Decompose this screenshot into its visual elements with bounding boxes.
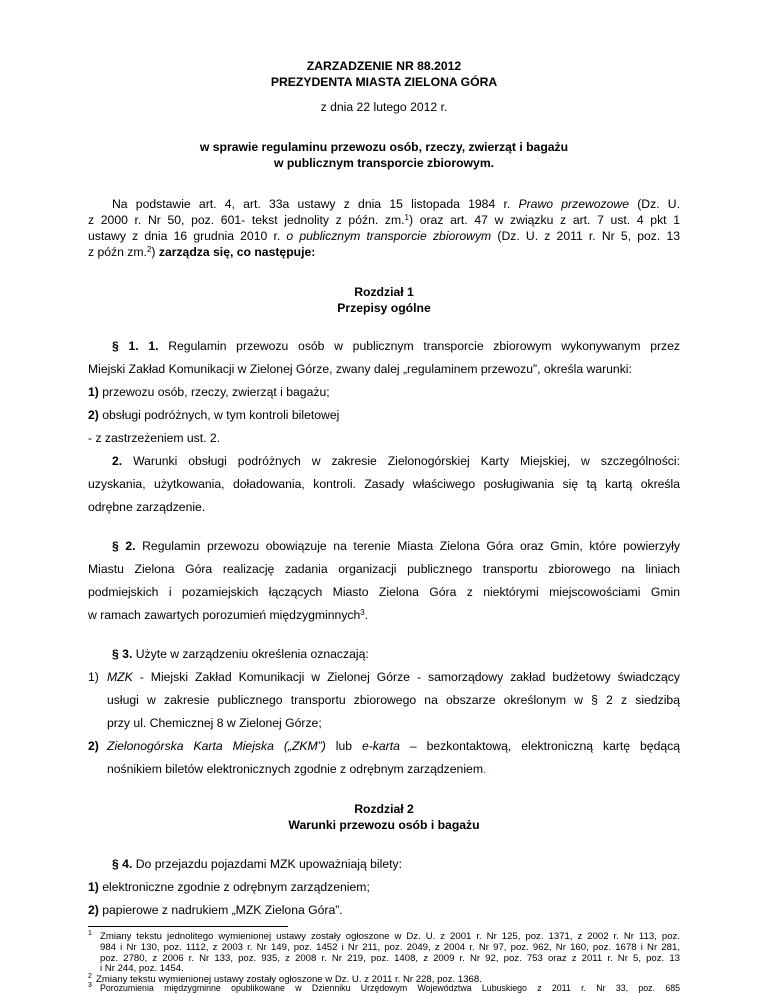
s2-line2: Miastu Zielona Góra realizację zadania organizacji publicznego transportu zbiorowego na liniach: [88, 562, 680, 576]
footnote-1-line4: i Nr 244, poz. 1454.: [100, 963, 184, 974]
footnote-1-line1: Zmiany tekstu jednolitego wymienionej ustawy zostały ogłoszone w Dz. U. z 2001 r. Nr 125, poz. 1371, z 2002 r. Nr 113, poz.: [100, 931, 680, 942]
footnote-2-text: Zmiany tekstu wymienionej ustawy zostały ogłoszone w Dz. U. z 2011 r. Nr 228, poz. 1368.: [96, 974, 482, 985]
s3-item-2-line1: Zielonogórska Karta Miejska („ZKM”) lub e-karta – bezkontaktową, elektroniczną kartę będącą: [107, 739, 680, 753]
s3-item-1-line1: MZK - Miejski Zakład Komunikacji w Zielonej Górze - samorządowy zakład budżetowy świadczący: [107, 670, 680, 684]
doc-subject-line1: w sprawie regulaminu przewozu osób, rzeczy, zwierząt i bagażu: [199, 140, 569, 154]
s1-p2-line1: 2. Warunki obsługi podróżnych w zakresie Zielonogórskiej Karty Miejskiej, w szczególności:: [112, 454, 680, 468]
s1-item-2: 2) obsługi podróżnych, w tym kontroli biletowej: [88, 408, 340, 422]
s3-item-2-number: 2): [88, 739, 99, 753]
s3-item-1-line3: przy ul. Chemicznej 8 w Zielonej Górze;: [107, 716, 322, 730]
s3-item-2-line2: nośnikiem biletów elektronicznych zgodnie z odrębnym zarządzeniem.: [107, 762, 487, 776]
s2-line1: § 2. Regulamin przewozu obowiązuje na terenie Miasta Zielona Góra oraz Gmin, które powierzyły: [112, 539, 680, 553]
doc-date: z dnia 22 lutego 2012 r.: [320, 100, 448, 114]
footnote-1-line3: poz. 2780, z 2006 r. Nr 133, poz. 935, z 2008 r. Nr 219, poz. 1408, z 2009 r. Nr 92, poz. 753 oraz z 2011 r. Nr 5, poz. 13: [100, 953, 680, 964]
doc-subject-line2: w publicznym transporcie zbiorowym.: [273, 156, 495, 170]
chapter-1-subtitle: Przepisy ogólne: [337, 301, 431, 315]
s4-item-2: 2) papierowe z nadrukiem „MZK Zielona Góra”.: [88, 903, 343, 917]
preamble-line4: z późn zm.$^2$) zarządza się, co następuje:: [88, 245, 316, 259]
footnote-2-number: 2: [88, 973, 92, 980]
chapter-2-title: Rozdział 2: [354, 802, 414, 816]
s1-item-1: 1) przewozu osób, rzeczy, zwierząt i bagażu;: [88, 385, 330, 399]
s4-item-1: 1) elektroniczne zgodnie z odrębnym zarządzeniem;: [88, 880, 370, 894]
s2-line3: podmiejskich i pozamiejskich łączących Miasto Zielona Góra z niektórymi miejscowościami Gmin: [88, 585, 680, 599]
footnote-3-number: 3: [88, 982, 92, 989]
s1-p2-line2: uzyskania, użytkowania, doładowania, kontroli. Zasady właściwego posługiwania się tą kartą określa: [88, 477, 680, 491]
s1-line1: § 1. 1. Regulamin przewozu osób w publicznym transporcie zbiorowym wykonywanym przez: [112, 339, 680, 353]
s3-item-1-number: 1): [88, 670, 99, 684]
s1-p2-line3: odrębne zarządzenie.: [88, 500, 206, 514]
s3-intro: § 3. Użyte w zarządzeniu określenia oznaczają:: [112, 647, 369, 661]
preamble-line2: z 2000 r. Nr 50, poz. 601- tekst jednolity z późn. zm.$^1$) oraz art. 47 w związku z art. 7 ust. 4 pkt 1: [88, 213, 680, 227]
footnote-3-line1: Porozumienia międzygminne opublikowane w Dzienniku Urzędowym Województwa Lubuskiego z 2011 r. Nr 33, poz. 685: [100, 983, 680, 993]
footnote-separator: [88, 926, 288, 927]
footnote-1-number: 1: [88, 930, 92, 937]
doc-title-authority: PREZYDENTA MIASTA ZIELONA GÓRA: [270, 75, 498, 89]
s2-line4: w ramach zawartych porozumień międzygminnych$^3$.: [88, 608, 369, 622]
footnote-1-line2: 984 i Nr 130, poz. 1112, z 2003 r. Nr 149, poz. 1452 i Nr 211, poz. 2049, z 2004 r. Nr 97, poz. 962, Nr 160, poz. 1678 i Nr 281,: [100, 942, 680, 953]
preamble-line1: Na podstawie art. 4, art. 33a ustawy z dnia 15 listopada 1984 r. Prawo przewozowe (Dz. U.: [112, 197, 680, 211]
s3-item-1-line2: usługi w zakresie publicznego transportu zbiorowego na obszarze określonym w § 2 z siedzibą: [107, 693, 680, 707]
s1-reservation: - z zastrzeżeniem ust. 2.: [88, 431, 221, 445]
s1-line2: Miejski Zakład Komunikacji w Zielonej Górze, zwany dalej „regulaminem przewozu”, określa warunki:: [88, 362, 632, 376]
chapter-2-subtitle: Warunki przewozu osób i bagażu: [288, 818, 480, 832]
s4-intro: § 4. Do przejazdu pojazdami MZK upoważniają bilety:: [112, 857, 402, 871]
chapter-1-title: Rozdział 1: [354, 285, 414, 299]
preamble-line3: ustawy z dnia 16 grudnia 2010 r. o publicznym transporcie zbiorowym (Dz. U. z 2011 r. Nr 5, poz. 13: [88, 229, 681, 243]
doc-title-number: ZARZADZENIE NR 88.2012: [306, 59, 462, 73]
